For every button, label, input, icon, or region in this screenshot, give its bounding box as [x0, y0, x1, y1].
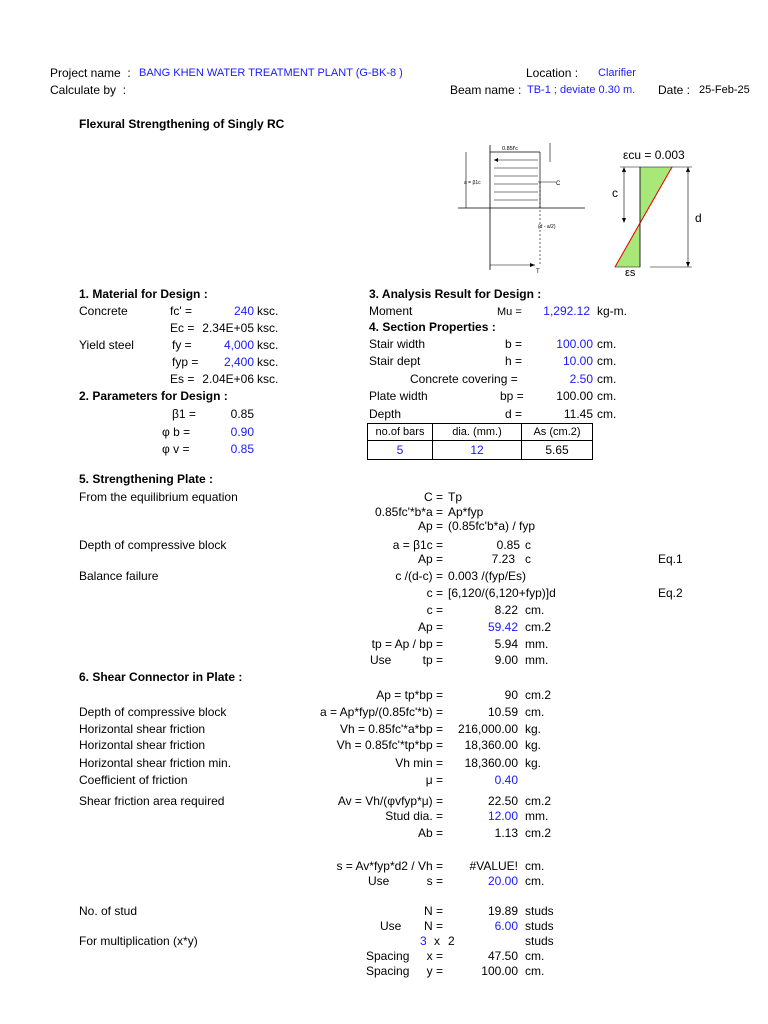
h-value: 10.00 — [562, 354, 593, 368]
h-label: h = — [505, 354, 523, 368]
ap-lhs: Ap = — [417, 552, 443, 566]
n2-unit: studs — [525, 919, 554, 933]
av-lhs: Av = Vh/(φvfyp*μ) = — [337, 794, 443, 808]
sh-a-val: 10.59 — [487, 705, 518, 719]
eq2-lhs: 0.85fc'*b*a = — [374, 505, 443, 519]
shear-heading: 6. Shear Connector in Plate : — [79, 670, 243, 684]
eq3-rhs: (0.85fc'b*a) / fyp — [448, 519, 535, 533]
vh1-unit: kg. — [525, 722, 542, 736]
phib-value: 0.90 — [230, 425, 254, 439]
fyp-value: 2,400 — [223, 355, 254, 369]
tp-lhs: tp = Ap / bp = — [371, 637, 443, 651]
material-heading: 1. Material for Design : — [79, 287, 208, 301]
date-label: Date : — [658, 83, 691, 97]
a-lhs: a = β1c = — [392, 538, 443, 552]
project-value: BANG KHEN WATER TREATMENT PLANT (G-BK-8 ) — [139, 67, 403, 79]
eq1-lhs: C = — [423, 490, 443, 504]
coef-label: Coefficient of friction — [79, 773, 188, 787]
cover-unit: cm. — [597, 372, 617, 386]
sh-ap-val: 90 — [504, 688, 518, 702]
beta-label: β1 = — [172, 407, 196, 421]
nstud-label: No. of stud — [79, 904, 138, 918]
ap2-val: 59.42 — [487, 620, 518, 634]
mu-label: Mu = — [497, 306, 522, 318]
tp2-lhs: tp = — [422, 653, 443, 667]
es-unit: ksc. — [257, 372, 279, 386]
n-use-label: Use — [380, 919, 402, 933]
hsfmin-label: Horizontal shear friction min. — [79, 756, 232, 770]
mult-unit: studs — [525, 934, 554, 948]
s-unit: cm. — [525, 859, 545, 873]
sh-ap-lhs: Ap = tp*bp = — [376, 688, 443, 702]
s-use-label: Use — [368, 874, 390, 888]
d-label: Depth — [369, 407, 402, 421]
bars-table-row — [368, 441, 593, 460]
sh-a-unit: cm. — [525, 705, 545, 719]
sh-a-lhs: a = Ap*fyp/(0.85fc'*b) = — [319, 705, 443, 719]
area-label: Shear friction area required — [79, 794, 225, 808]
bars-table-header — [368, 424, 593, 441]
fy-unit: ksc. — [257, 338, 279, 352]
sy-unit: cm. — [525, 964, 545, 978]
tp-val: 5.94 — [494, 637, 518, 651]
tp2-unit: mm. — [525, 653, 549, 667]
s-lhs: s = Av*fyp*d2 / Vh = — [336, 859, 443, 873]
plate-heading: 5. Strengthening Plate : — [79, 472, 214, 486]
vhmin-val: 18,360.00 — [464, 756, 518, 770]
vhmin-lhs: Vh min = — [395, 756, 443, 770]
s2-lhs: s = — [426, 874, 443, 888]
stud-unit: mm. — [525, 809, 549, 823]
phib-label: φ b = — [162, 425, 191, 439]
balance-label: Balance failure — [79, 569, 159, 583]
tp2-val: 9.00 — [494, 653, 518, 667]
eq2-tag: Eq.2 — [658, 586, 683, 600]
c-lhs: c = — [426, 586, 443, 600]
beta-value: 0.85 — [230, 407, 254, 421]
stress-label: 0.85f'c — [502, 146, 519, 152]
equil-label: From the equilibrium equation — [79, 490, 238, 504]
ap-val: 7.23 — [491, 552, 515, 566]
ec-value: 2.34E+05 — [202, 321, 254, 335]
bal-rhs: 0.003 /(fyp/Es) — [448, 569, 527, 583]
analysis-heading: 3. Analysis Result for Design : — [369, 287, 542, 301]
vh2-unit: kg. — [525, 738, 542, 752]
c2-lhs: c = — [426, 603, 443, 617]
mult-sep: x — [434, 934, 440, 948]
d-unit: cm. — [597, 407, 617, 421]
sy-lhs: y = — [426, 964, 443, 978]
eq1-tag: Eq.1 — [658, 552, 683, 566]
mu-lhs: μ = — [425, 773, 443, 787]
fyp-unit: ksc. — [257, 355, 279, 369]
project-label: Project name : — [50, 66, 131, 80]
ab-lhs: Ab = — [417, 826, 443, 840]
eq3-lhs: Ap = — [417, 519, 443, 533]
stud-val: 12.00 — [487, 809, 518, 823]
d-value: 11.45 — [563, 407, 593, 421]
s-val: #VALUE! — [469, 859, 518, 873]
mu-value: 1,292.12 — [543, 304, 590, 318]
sh-block-label: Depth of compressive block — [79, 705, 227, 719]
lever-arm-label: (d - a/2) — [538, 224, 556, 230]
vh2-val: 18,360.00 — [464, 738, 518, 752]
a-label: a = β1c — [464, 180, 481, 186]
spacing-y-label: Spacing — [366, 964, 410, 978]
block-label: Depth of compressive block — [79, 538, 227, 552]
strain-title: εcu = 0.003 — [623, 148, 685, 162]
strain-es-label: εs — [625, 267, 636, 279]
depth-label: Stair dept — [369, 354, 421, 368]
c-rhs: [6,120/(6,120+fyp)]d — [448, 586, 556, 600]
vh2-lhs: Vh = 0.85fc'*tp*bp = — [336, 738, 443, 752]
c-force-label: C — [556, 181, 561, 187]
width-label: Stair width — [369, 337, 426, 351]
n-unit: studs — [525, 904, 554, 918]
page-title: Flexural Strengthening of Singly RC — [79, 117, 285, 131]
av-unit: cm.2 — [525, 794, 552, 808]
av-val: 22.50 — [487, 794, 518, 808]
vh1-val: 216,000.00 — [457, 722, 518, 736]
n-val: 19.89 — [487, 904, 518, 918]
a-unit: c — [525, 538, 531, 552]
mu-val: 0.40 — [494, 773, 518, 787]
b-label: b = — [505, 337, 523, 351]
s2-unit: cm. — [525, 874, 545, 888]
fc-label: fc' = — [170, 304, 192, 318]
sx-val: 47.50 — [487, 949, 518, 963]
fy-value: 4,000 — [223, 338, 254, 352]
h-unit: cm. — [597, 354, 617, 368]
cover-label: Concrete covering = — [410, 372, 518, 386]
ab-unit: cm.2 — [525, 826, 552, 840]
a-val: 0.85 — [496, 538, 520, 552]
eq1-rhs: Tp — [448, 490, 463, 504]
date-value: 25-Feb-25 — [699, 84, 750, 96]
location-value: Clarifier — [598, 67, 636, 79]
ec-label: Ec = — [170, 321, 195, 335]
n-lhs: N = — [423, 904, 443, 918]
t-force-label: T — [536, 269, 540, 275]
b-value: 100.00 — [556, 337, 593, 351]
params-heading: 2. Parameters for Design : — [79, 389, 228, 403]
spacing-x-label: Spacing — [366, 949, 410, 963]
bp-unit: cm. — [597, 389, 617, 403]
cover-value: 2.50 — [569, 372, 593, 386]
col-bars: no.of bars — [368, 424, 433, 441]
fc-unit: ksc. — [257, 304, 279, 318]
n2-lhs: N = — [423, 919, 443, 933]
s2-val: 20.00 — [487, 874, 518, 888]
moment-label: Moment — [369, 304, 413, 318]
col-as: As (cm.2) — [522, 424, 593, 441]
concrete-label: Concrete — [79, 304, 128, 318]
col-dia: dia. (mm.) — [433, 424, 522, 441]
b-unit: cm. — [597, 337, 617, 351]
bp-label: bp = — [500, 389, 524, 403]
yield-label: Yield steel — [79, 338, 134, 352]
beam-label: Beam name : — [450, 83, 522, 97]
eq2-rhs: Ap*fyp — [448, 505, 484, 519]
ap2-lhs: Ap = — [417, 620, 443, 634]
bars-dia: 12 — [433, 441, 522, 460]
tp-unit: mm. — [525, 637, 549, 651]
n2-val: 6.00 — [494, 919, 518, 933]
bal-lhs: c /(d-c) = — [395, 569, 443, 583]
strain-c-label: c — [612, 186, 618, 200]
plate-width-label: Plate width — [369, 389, 428, 403]
bars-table — [367, 423, 593, 460]
bp-value: 100.00 — [556, 389, 593, 403]
vhmin-unit: kg. — [525, 756, 542, 770]
section-heading: 4. Section Properties : — [369, 320, 496, 334]
hsf2-label: Horizontal shear friction — [79, 738, 206, 752]
use-label: Use — [370, 653, 392, 667]
vh1-lhs: Vh = 0.85fc'*a*bp = — [339, 722, 443, 736]
ap-unit: c — [525, 552, 531, 566]
mult-x: 3 — [420, 934, 427, 948]
bars-count: 5 — [368, 441, 433, 460]
fc-value: 240 — [233, 304, 254, 318]
phiv-value: 0.85 — [230, 442, 254, 456]
fyp-label: fyp = — [172, 355, 199, 369]
sx-unit: cm. — [525, 949, 545, 963]
calc-label: Calculate by : — [50, 83, 127, 97]
c2-unit: cm. — [525, 603, 545, 617]
mult-label: For multiplication (x*y) — [79, 934, 198, 948]
stress-block-diagram — [450, 140, 590, 275]
bars-as: 5.65 — [522, 441, 593, 460]
es-value: 2.04E+06 — [202, 372, 254, 386]
sy-val: 100.00 — [481, 964, 518, 978]
ab-val: 1.13 — [494, 826, 518, 840]
beam-value: TB-1 ; deviate 0.30 m. — [527, 84, 636, 96]
ap2-unit: cm.2 — [525, 620, 552, 634]
stud-lhs: Stud dia. = — [385, 809, 443, 823]
d-eq: d = — [505, 407, 523, 421]
mult-y: 2 — [448, 934, 455, 948]
phiv-label: φ v = — [162, 442, 190, 456]
location-label: Location : — [526, 66, 579, 80]
mu-unit: kg-m. — [597, 304, 627, 318]
ec-unit: ksc. — [257, 321, 279, 335]
hsf1-label: Horizontal shear friction — [79, 722, 206, 736]
strain-d-label: d — [695, 211, 702, 225]
es-label: Es = — [170, 372, 195, 386]
fy-label: fy = — [172, 338, 192, 352]
sh-ap-unit: cm.2 — [525, 688, 552, 702]
sx-lhs: x = — [426, 949, 443, 963]
c2-val: 8.22 — [494, 603, 518, 617]
